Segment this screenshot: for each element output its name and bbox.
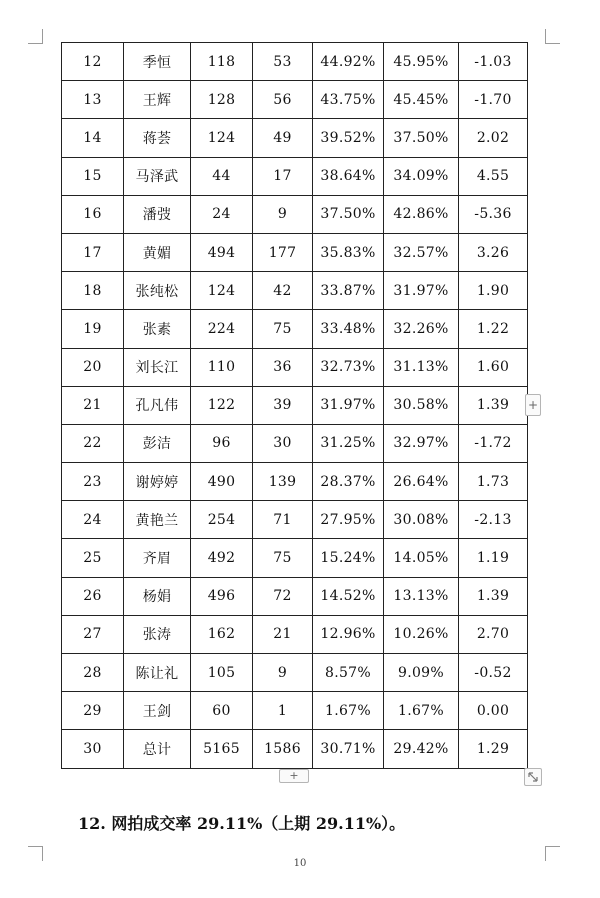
page-corner-mark-top-right	[545, 29, 560, 44]
name-cell[interactable]: 黄艳兰	[124, 501, 191, 539]
rate-cell[interactable]: 14.52%	[313, 577, 384, 615]
change-cell[interactable]: 1.60	[459, 348, 528, 386]
change-cell[interactable]: -1.70	[459, 81, 528, 119]
prev-rate-cell[interactable]: 32.26%	[384, 310, 459, 348]
table-row	[62, 386, 528, 424]
change-cell[interactable]: 2.70	[459, 615, 528, 653]
deals-cell[interactable]: 49	[253, 119, 313, 157]
name-cell[interactable]: 潘弢	[124, 195, 191, 233]
page-number: 10	[293, 858, 307, 869]
total-cell[interactable]: 128	[191, 81, 253, 119]
prev-rate-cell[interactable]: 32.57%	[384, 233, 459, 271]
prev-rate-cell[interactable]: 42.86%	[384, 195, 459, 233]
table-row	[62, 424, 528, 462]
rate-cell[interactable]: 15.24%	[313, 539, 384, 577]
rate-cell[interactable]: 8.57%	[313, 654, 384, 692]
rank-cell[interactable]: 21	[62, 386, 124, 424]
table-resize-handle[interactable]	[524, 768, 542, 786]
total-cell[interactable]: 224	[191, 310, 253, 348]
deals-cell[interactable]: 42	[253, 272, 313, 310]
total-cell[interactable]: 124	[191, 119, 253, 157]
total-cell[interactable]: 122	[191, 386, 253, 424]
change-cell[interactable]: 1.22	[459, 310, 528, 348]
add-row-button[interactable]: +	[525, 394, 541, 416]
table-row	[62, 81, 528, 119]
rate-cell[interactable]: 39.52%	[313, 119, 384, 157]
deals-cell[interactable]: 75	[253, 539, 313, 577]
name-cell[interactable]: 王剑	[124, 692, 191, 730]
change-cell[interactable]: 1.29	[459, 730, 528, 768]
name-cell[interactable]: 齐眉	[124, 539, 191, 577]
table-row	[62, 501, 528, 539]
rate-cell[interactable]: 31.97%	[313, 386, 384, 424]
table-row	[62, 310, 528, 348]
rate-cell[interactable]: 32.73%	[313, 348, 384, 386]
rank-cell[interactable]: 26	[62, 577, 124, 615]
name-cell[interactable]: 总计	[124, 730, 191, 768]
change-cell[interactable]: -1.72	[459, 424, 528, 462]
prev-rate-cell[interactable]: 45.45%	[384, 81, 459, 119]
resize-arrows-icon	[525, 769, 541, 785]
total-cell[interactable]: 490	[191, 463, 253, 501]
rate-cell[interactable]: 27.95%	[313, 501, 384, 539]
change-cell[interactable]: -2.13	[459, 501, 528, 539]
rate-cell[interactable]: 31.25%	[313, 424, 384, 462]
table-row	[62, 463, 528, 501]
total-cell[interactable]: 494	[191, 233, 253, 271]
rank-cell[interactable]: 28	[62, 654, 124, 692]
rank-cell[interactable]: 27	[62, 615, 124, 653]
change-cell[interactable]: 1.39	[459, 386, 528, 424]
name-cell[interactable]: 季恒	[124, 43, 191, 81]
change-cell[interactable]: 1.90	[459, 272, 528, 310]
prev-rate-cell[interactable]: 37.50%	[384, 119, 459, 157]
page-corner-mark-top-left	[28, 29, 43, 44]
deals-cell[interactable]: 71	[253, 501, 313, 539]
total-cell[interactable]: 5165	[191, 730, 253, 768]
table-row	[62, 119, 528, 157]
total-cell[interactable]: 96	[191, 424, 253, 462]
name-cell[interactable]: 黄媚	[124, 233, 191, 271]
change-cell[interactable]: 2.02	[459, 119, 528, 157]
name-cell[interactable]: 彭洁	[124, 424, 191, 462]
deals-cell[interactable]: 9	[253, 195, 313, 233]
rank-cell[interactable]: 29	[62, 692, 124, 730]
deals-cell[interactable]: 36	[253, 348, 313, 386]
deals-cell[interactable]: 75	[253, 310, 313, 348]
name-cell[interactable]: 谢婷婷	[124, 463, 191, 501]
rank-cell[interactable]: 23	[62, 463, 124, 501]
rate-cell[interactable]: 1.67%	[313, 692, 384, 730]
name-cell[interactable]: 刘长江	[124, 348, 191, 386]
rank-cell[interactable]: 16	[62, 195, 124, 233]
name-cell[interactable]: 张涛	[124, 615, 191, 653]
total-cell[interactable]: 60	[191, 692, 253, 730]
prev-rate-cell[interactable]: 31.13%	[384, 348, 459, 386]
total-cell[interactable]: 492	[191, 539, 253, 577]
change-cell[interactable]: 4.55	[459, 157, 528, 195]
name-cell[interactable]: 张纯松	[124, 272, 191, 310]
deals-cell[interactable]: 1586	[253, 730, 313, 768]
name-cell[interactable]: 张素	[124, 310, 191, 348]
rank-cell[interactable]: 12	[62, 43, 124, 81]
prev-rate-cell[interactable]: 30.08%	[384, 501, 459, 539]
rank-cell[interactable]: 18	[62, 272, 124, 310]
change-cell[interactable]: 0.00	[459, 692, 528, 730]
total-cell[interactable]: 24	[191, 195, 253, 233]
prev-rate-cell[interactable]: 31.97%	[384, 272, 459, 310]
name-cell[interactable]: 孔凡伟	[124, 386, 191, 424]
deals-cell[interactable]: 1	[253, 692, 313, 730]
rank-cell[interactable]: 24	[62, 501, 124, 539]
table-row	[62, 233, 528, 271]
rank-cell[interactable]: 30	[62, 730, 124, 768]
table-row	[62, 272, 528, 310]
name-cell[interactable]: 陈让礼	[124, 654, 191, 692]
rank-cell[interactable]: 14	[62, 119, 124, 157]
total-cell[interactable]: 124	[191, 272, 253, 310]
rate-cell[interactable]: 43.75%	[313, 81, 384, 119]
rate-cell[interactable]: 38.64%	[313, 157, 384, 195]
deals-cell[interactable]: 177	[253, 233, 313, 271]
rate-cell[interactable]: 35.83%	[313, 233, 384, 271]
table-row	[62, 577, 528, 615]
total-cell[interactable]: 110	[191, 348, 253, 386]
rate-cell[interactable]: 28.37%	[313, 463, 384, 501]
deals-cell[interactable]: 17	[253, 157, 313, 195]
name-cell[interactable]: 蒋荟	[124, 119, 191, 157]
rate-cell[interactable]: 33.87%	[313, 272, 384, 310]
prev-rate-cell[interactable]: 29.42%	[384, 730, 459, 768]
table-row	[62, 654, 528, 692]
change-cell[interactable]: 1.39	[459, 577, 528, 615]
deals-cell[interactable]: 56	[253, 81, 313, 119]
prev-rate-cell[interactable]: 9.09%	[384, 654, 459, 692]
rate-cell[interactable]: 44.92%	[313, 43, 384, 81]
deals-cell[interactable]: 30	[253, 424, 313, 462]
total-cell[interactable]: 496	[191, 577, 253, 615]
change-cell[interactable]: -5.36	[459, 195, 528, 233]
total-cell[interactable]: 118	[191, 43, 253, 81]
statistics-table-body	[62, 43, 528, 769]
deals-cell[interactable]: 72	[253, 577, 313, 615]
prev-rate-cell[interactable]: 1.67%	[384, 692, 459, 730]
prev-rate-cell[interactable]: 45.95%	[384, 43, 459, 81]
prev-rate-cell[interactable]: 32.97%	[384, 424, 459, 462]
total-cell[interactable]: 254	[191, 501, 253, 539]
prev-rate-cell[interactable]: 13.13%	[384, 577, 459, 615]
rate-cell[interactable]: 30.71%	[313, 730, 384, 768]
rate-cell[interactable]: 12.96%	[313, 615, 384, 653]
prev-rate-cell[interactable]: 26.64%	[384, 463, 459, 501]
table-row	[62, 692, 528, 730]
change-cell[interactable]: 1.19	[459, 539, 528, 577]
add-column-button[interactable]: +	[279, 769, 309, 783]
rate-cell[interactable]: 33.48%	[313, 310, 384, 348]
section-paragraph: 12. 网拍成交率 29.11%（上期 29.11%）。	[78, 814, 406, 833]
name-cell[interactable]: 王辉	[124, 81, 191, 119]
prev-rate-cell[interactable]: 14.05%	[384, 539, 459, 577]
deals-cell[interactable]: 9	[253, 654, 313, 692]
prev-rate-cell[interactable]: 10.26%	[384, 615, 459, 653]
rank-cell[interactable]: 22	[62, 424, 124, 462]
total-cell[interactable]: 162	[191, 615, 253, 653]
statistics-table[interactable]	[61, 42, 528, 769]
table-row	[62, 43, 528, 81]
change-cell[interactable]: 3.26	[459, 233, 528, 271]
prev-rate-cell[interactable]: 30.58%	[384, 386, 459, 424]
name-cell[interactable]: 马泽武	[124, 157, 191, 195]
deals-cell[interactable]: 39	[253, 386, 313, 424]
total-cell[interactable]: 44	[191, 157, 253, 195]
rank-cell[interactable]: 15	[62, 157, 124, 195]
table-row	[62, 195, 528, 233]
name-cell[interactable]: 杨娟	[124, 577, 191, 615]
table-row	[62, 539, 528, 577]
prev-rate-cell[interactable]: 34.09%	[384, 157, 459, 195]
change-cell[interactable]: 1.73	[459, 463, 528, 501]
deals-cell[interactable]: 53	[253, 43, 313, 81]
change-cell[interactable]: -1.03	[459, 43, 528, 81]
table-row	[62, 348, 528, 386]
rate-cell[interactable]: 37.50%	[313, 195, 384, 233]
rank-cell[interactable]: 19	[62, 310, 124, 348]
change-cell[interactable]: -0.52	[459, 654, 528, 692]
rank-cell[interactable]: 17	[62, 233, 124, 271]
rank-cell[interactable]: 25	[62, 539, 124, 577]
table-row	[62, 157, 528, 195]
total-cell[interactable]: 105	[191, 654, 253, 692]
rank-cell[interactable]: 13	[62, 81, 124, 119]
rank-cell[interactable]: 20	[62, 348, 124, 386]
deals-cell[interactable]: 21	[253, 615, 313, 653]
table-row	[62, 730, 528, 768]
deals-cell[interactable]: 139	[253, 463, 313, 501]
table-row	[62, 615, 528, 653]
